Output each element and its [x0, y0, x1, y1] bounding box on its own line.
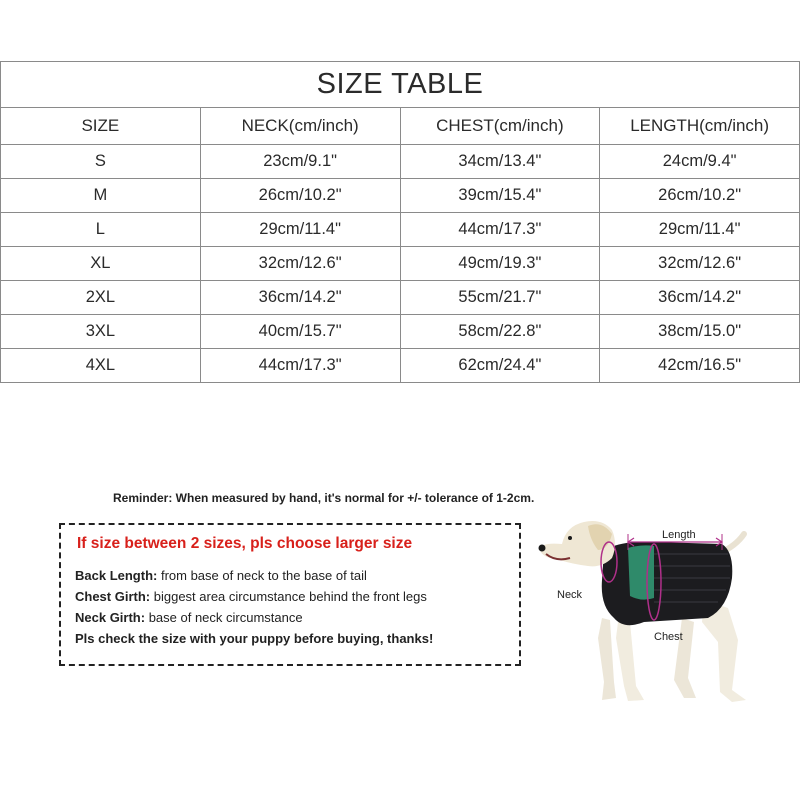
chest-cell: 39cm/15.4" — [400, 179, 600, 213]
size-cell: 3XL — [1, 315, 201, 349]
column-header-size: SIZE — [1, 108, 201, 145]
column-header-length: LENGTH(cm/inch) — [600, 108, 800, 145]
column-header-chest: CHEST(cm/inch) — [400, 108, 600, 145]
table-row — [1, 281, 800, 315]
sizing-notes-box — [59, 523, 521, 666]
length-cell: 26cm/10.2" — [600, 179, 800, 213]
size-table — [0, 61, 800, 383]
dog-front-leg-near — [616, 622, 644, 701]
neck-girth-note — [75, 610, 303, 625]
size-cell: 4XL — [1, 349, 201, 383]
tolerance-reminder: Reminder: When measured by hand, it's normal for +/- tolerance of 1-2cm. — [113, 491, 535, 505]
chest-girth-note — [75, 589, 427, 604]
dog-eye — [568, 536, 572, 540]
length-cell: 42cm/16.5" — [600, 349, 800, 383]
chest-cell: 62cm/24.4" — [400, 349, 600, 383]
neck-cell: 29cm/11.4" — [200, 213, 400, 247]
neck-cell: 36cm/14.2" — [200, 281, 400, 315]
table-row — [1, 213, 800, 247]
table-row — [1, 145, 800, 179]
size-cell: M — [1, 179, 201, 213]
dog-front-leg-far — [598, 618, 616, 700]
size-cell: L — [1, 213, 201, 247]
length-cell: 38cm/15.0" — [600, 315, 800, 349]
back-length-text: from base of neck to the base of tail — [157, 568, 367, 583]
chest-cell: 49cm/19.3" — [400, 247, 600, 281]
length-cell: 32cm/12.6" — [600, 247, 800, 281]
check-size-note: Pls check the size with your puppy before buying, thanks! — [75, 631, 434, 646]
dog-hind-leg-far — [674, 618, 696, 698]
neck-cell: 32cm/12.6" — [200, 247, 400, 281]
length-cell: 36cm/14.2" — [600, 281, 800, 315]
neck-girth-text: base of neck circumstance — [145, 610, 303, 625]
table-title: SIZE TABLE — [1, 62, 800, 108]
length-cell: 29cm/11.4" — [600, 213, 800, 247]
back-length-label: Back Length: — [75, 568, 158, 583]
length-cell: 24cm/9.4" — [600, 145, 800, 179]
dog-measurement-diagram — [532, 510, 800, 715]
size-cell: 2XL — [1, 281, 201, 315]
table-row — [1, 247, 800, 281]
size-advice-headline: If size between 2 sizes, pls choose larger size — [77, 535, 413, 552]
chest-cell: 44cm/17.3" — [400, 213, 600, 247]
table-row — [1, 179, 800, 213]
length-label: Length — [662, 529, 696, 541]
table-header-row — [1, 108, 800, 145]
chest-cell: 58cm/22.8" — [400, 315, 600, 349]
neck-label: Neck — [557, 589, 583, 601]
size-cell: S — [1, 145, 201, 179]
size-cell: XL — [1, 247, 201, 281]
neck-cell: 44cm/17.3" — [200, 349, 400, 383]
column-header-neck: NECK(cm/inch) — [200, 108, 400, 145]
neck-cell: 26cm/10.2" — [200, 179, 400, 213]
neck-girth-label: Neck Girth: — [75, 610, 146, 625]
neck-cell: 23cm/9.1" — [200, 145, 400, 179]
chest-girth-label: Chest Girth: — [75, 589, 151, 604]
chest-cell: 55cm/21.7" — [400, 281, 600, 315]
table-row — [1, 315, 800, 349]
table-row — [1, 349, 800, 383]
chest-label: Chest — [654, 631, 683, 643]
neck-cell: 40cm/15.7" — [200, 315, 400, 349]
dog-nose — [539, 545, 546, 552]
chest-girth-text: biggest area circumstance behind the front legs — [150, 589, 427, 604]
back-length-note — [75, 568, 367, 583]
chest-cell: 34cm/13.4" — [400, 145, 600, 179]
